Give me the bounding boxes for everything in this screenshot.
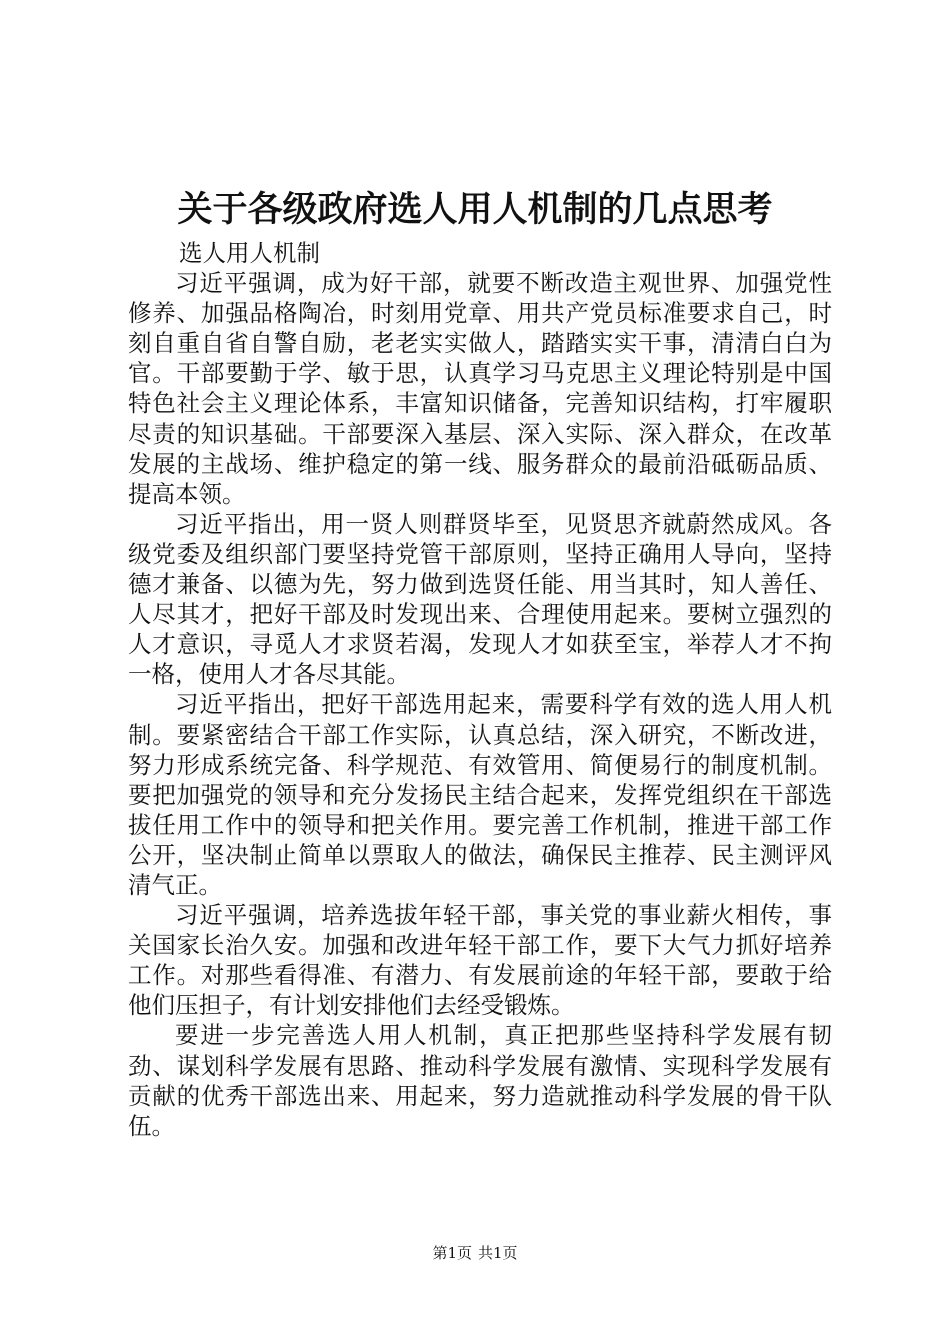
paragraph-2: 习近平指出，用一贤人则群贤毕至，见贤思齐就蔚然成风。各级党委及组织部门要坚持党管干部原则，坚持正确用人导向，坚持德才兼备、以德为先，努力做到选贤任能、用当其时，知人善任、人尽其才，把好干部及时发现出来、合理使用起来。要树立强烈的人才意识，寻觅人才求贤若渴，发现人才如获至宝，举荐人才不拘一格，使用人才各尽其能。 xyxy=(128,509,832,689)
page-footer xyxy=(0,1243,950,1263)
document-subtitle: 选人用人机制 xyxy=(179,239,320,267)
document-body xyxy=(128,238,832,1141)
page-number: 第1页 xyxy=(432,1244,472,1262)
paragraph-3: 习近平指出，把好干部选用起来，需要科学有效的选人用人机制。要紧密结合干部工作实际，认真总结，深入研究，不断改进，努力形成系统完备、科学规范、有效管用、简便易行的制度机制。要把加强党的领导和充分发扬民主结合起来，发挥党组织在干部选拔任用工作中的领导和把关作用。要完善工作机制，推进干部工作公开，坚决制止简单以票取人的做法，确保民主推荐、民主测评风清气正。 xyxy=(128,690,832,899)
page-total: 共1页 xyxy=(478,1244,518,1262)
page-title: 关于各级政府选人用人机制的几点思考 xyxy=(177,189,773,230)
paragraph-4: 习近平强调，培养选拔年轻干部，事关党的事业薪火相传，事关国家长治久安。加强和改进年轻干部工作，要下大气力抓好培养工作。对那些看得准、有潜力、有发展前途的年轻干部，要敢于给他们压担子，有计划安排他们去经受锻炼。 xyxy=(128,901,832,1020)
paragraph-1: 习近平强调，成为好干部，就要不断改造主观世界、加强党性修养、加强品格陶冶，时刻用党章、用共产党员标准要求自己，时刻自重自省自警自励，老老实实做人，踏踏实实干事，清清白白为官。干部要勤于学、敏于思，认真学习马克思主义理论特别是中国特色社会主义理论体系，丰富知识储备，完善知识结构，打牢履职尽责的知识基础。干部要深入基层、深入实际、深入群众，在改革发展的主战场、维护稳定的第一线、服务群众的最前沿砥砺品质、提高本领。 xyxy=(128,269,832,508)
paragraph-5: 要进一步完善选人用人机制，真正把那些坚持科学发展有韧劲、谋划科学发展有思路、推动科学发展有激情、实现科学发展有贡献的优秀干部选出来、用起来，努力造就推动科学发展的骨干队伍。 xyxy=(128,1021,832,1140)
